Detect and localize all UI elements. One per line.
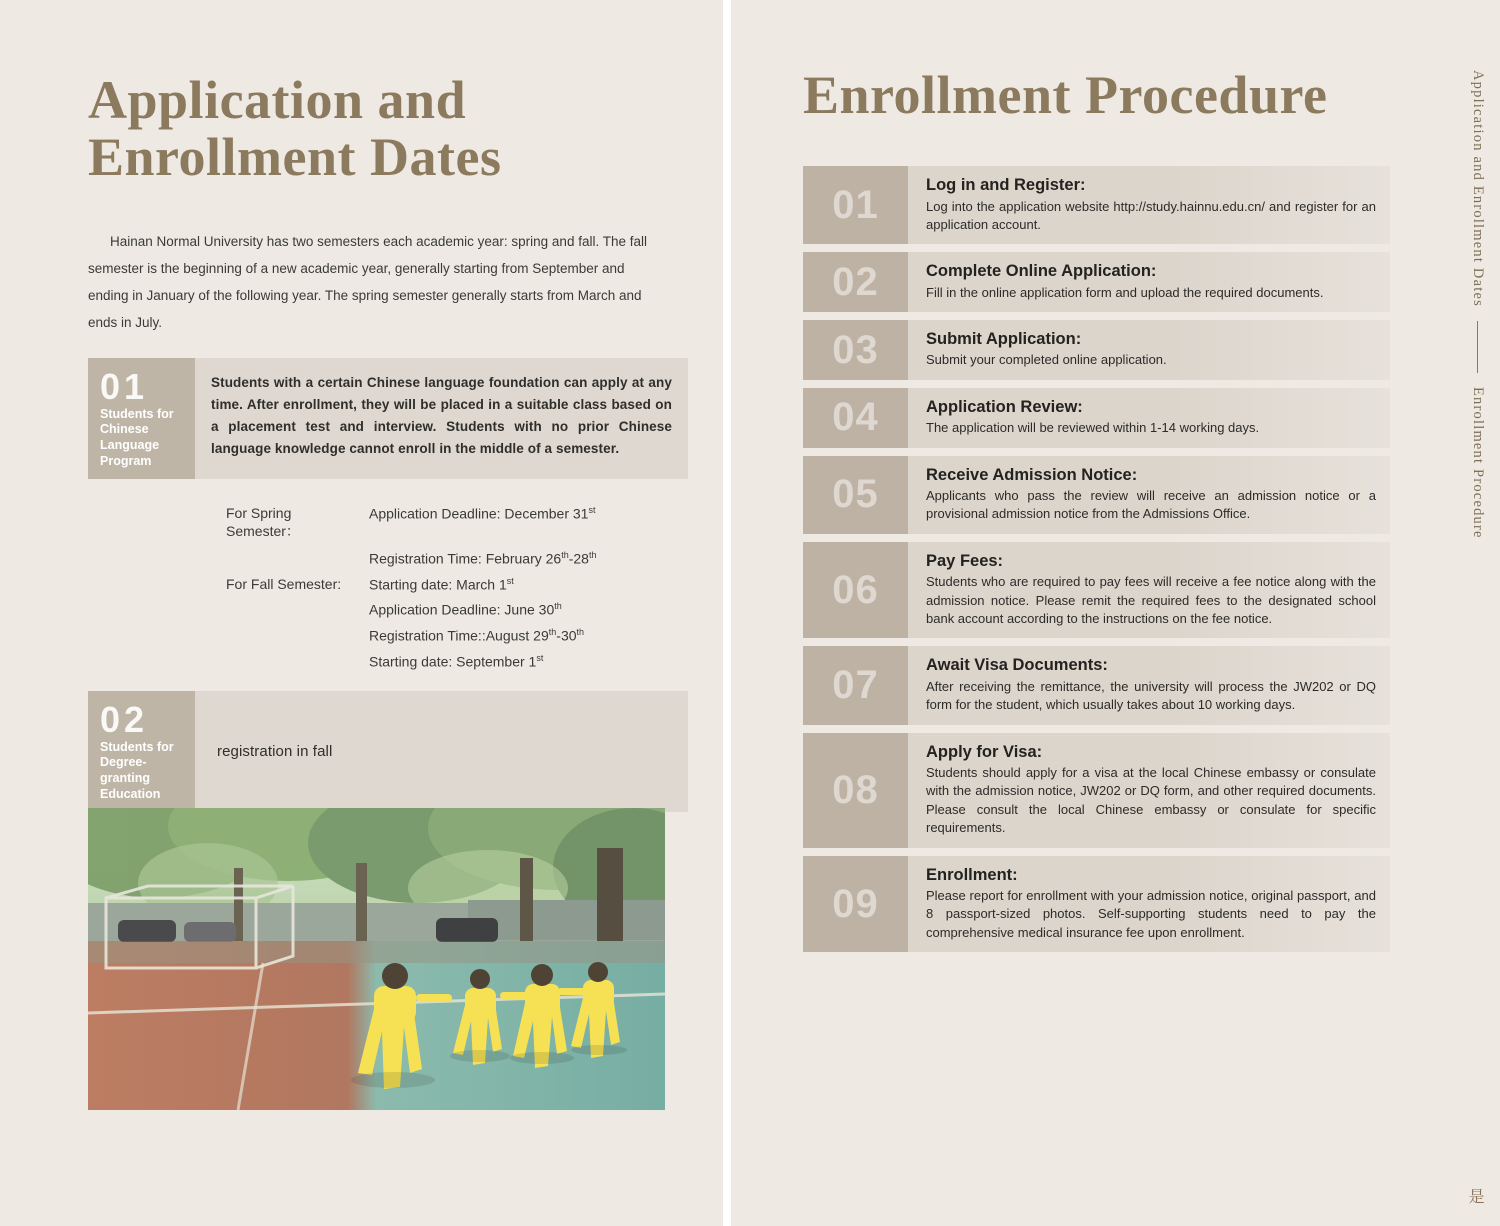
date-value: Registration Time: February 26th-28th bbox=[369, 550, 597, 567]
step-title: Submit Application: bbox=[926, 330, 1082, 349]
step-body bbox=[908, 252, 1390, 312]
step-title: Await Visa Documents: bbox=[926, 656, 1108, 675]
step-body bbox=[908, 646, 1390, 724]
step-body bbox=[908, 388, 1390, 448]
program-02-label: Students for Degree-granting Education bbox=[100, 739, 174, 801]
step-title: Application Review: bbox=[926, 397, 1083, 416]
date-label bbox=[226, 550, 369, 567]
date-line bbox=[226, 601, 688, 618]
date-value: Registration Time::August 29th-30th bbox=[369, 627, 585, 644]
date-line bbox=[226, 505, 688, 541]
seal-mark: 是 bbox=[1466, 1188, 1483, 1204]
date-line bbox=[226, 627, 688, 644]
program-02-number-box bbox=[88, 691, 195, 812]
date-label: For Fall Semester: bbox=[226, 575, 342, 592]
step-title: Pay Fees: bbox=[926, 551, 1004, 570]
ordinal-suffix: st bbox=[588, 505, 596, 516]
step-title: Receive Admission Notice: bbox=[926, 465, 1138, 484]
step-item bbox=[803, 388, 1390, 448]
step-description: Please report for enrollment with your admission notice, original passport, and 8 passport-sized photos. Self-supporting students need to pay the comprehensive medical insurance fee upon enrollment. bbox=[926, 887, 1376, 940]
right-page bbox=[731, 0, 1500, 1226]
step-description: Fill in the online application form and upload the required documents. bbox=[926, 284, 1324, 300]
step-description: Students should apply for a visa at the local Chinese embassy or consulate with the admission notice, JW202 or DQ form, and other required documents. Please consult the local Chinese embassy or consulate for specific requirements. bbox=[926, 764, 1376, 836]
running-head-top: Application and Enrollment Dates bbox=[1470, 70, 1486, 307]
enrollment-steps bbox=[803, 166, 1390, 952]
step-number: 05 bbox=[803, 456, 908, 534]
step-number: 03 bbox=[803, 320, 908, 380]
date-value: Starting date: March 1st bbox=[369, 575, 514, 593]
photo-illustration bbox=[88, 808, 665, 1110]
ordinal-suffix: th bbox=[561, 550, 569, 561]
step-number: 02 bbox=[803, 252, 908, 312]
program-block-01 bbox=[88, 358, 688, 479]
date-value: Starting date: September 1st bbox=[369, 652, 544, 670]
program-01-text: Students with a certain Chinese language foundation can apply at any time. After enrollment, they will be placed in a suitable class based on a placement test and interview. Students with no prior Chinese language knowledge cannot enroll in the middle of a semester. bbox=[195, 358, 688, 479]
step-body bbox=[908, 456, 1390, 534]
date-value: Application Deadline: June 30th bbox=[369, 601, 562, 619]
step-body bbox=[908, 166, 1390, 244]
step-description: Submit your completed online application. bbox=[926, 352, 1167, 368]
step-item bbox=[803, 166, 1390, 244]
campus-photo bbox=[88, 808, 665, 1110]
dates-list-1 bbox=[226, 505, 688, 669]
side-running-heads bbox=[1469, 70, 1486, 710]
step-item bbox=[803, 320, 1390, 380]
program-02-number: 02 bbox=[100, 699, 149, 741]
step-number: 01 bbox=[803, 166, 908, 244]
date-line bbox=[226, 653, 688, 670]
step-body bbox=[908, 856, 1390, 953]
program-01-number: 01 bbox=[100, 366, 149, 408]
ordinal-suffix: st bbox=[506, 575, 514, 586]
step-number: 06 bbox=[803, 542, 908, 639]
step-number: 09 bbox=[803, 856, 908, 953]
program-01-number-box bbox=[88, 358, 195, 479]
step-description: The application will be reviewed within 1-14 working days. bbox=[926, 420, 1260, 436]
step-item bbox=[803, 733, 1390, 848]
step-title: Apply for Visa: bbox=[926, 742, 1043, 761]
ordinal-suffix: st bbox=[536, 652, 544, 663]
ordinal-suffix: th bbox=[554, 601, 562, 612]
date-line bbox=[226, 550, 688, 567]
step-title: Log in and Register: bbox=[926, 176, 1086, 195]
page-title-right: Enrollment Procedure bbox=[803, 65, 1328, 125]
step-body bbox=[908, 733, 1390, 848]
step-body bbox=[908, 542, 1390, 639]
step-number: 07 bbox=[803, 646, 908, 724]
program-02-text: registration in fall bbox=[195, 691, 688, 812]
step-title: Enrollment: bbox=[926, 865, 1018, 884]
left-page bbox=[0, 0, 723, 1226]
step-item bbox=[803, 252, 1390, 312]
date-label bbox=[226, 601, 369, 618]
step-number: 04 bbox=[803, 388, 908, 448]
date-label: For Spring Semester： bbox=[226, 505, 300, 540]
intro-paragraph: Hainan Normal University has two semesters each academic year: spring and fall. The fall semester is the beginning of a new academic year, generally starting from September and ending in January of the following year. The spring semester generally starts from March and ends in July. bbox=[88, 234, 647, 331]
running-head-divider bbox=[1477, 321, 1478, 373]
step-item bbox=[803, 542, 1390, 639]
date-label bbox=[226, 653, 369, 670]
program-block-02 bbox=[88, 691, 688, 812]
step-title: Complete Online Application: bbox=[926, 262, 1157, 281]
step-number: 08 bbox=[803, 733, 908, 848]
step-item bbox=[803, 856, 1390, 953]
step-item bbox=[803, 646, 1390, 724]
step-description: After receiving the remittance, the university will process the JW202 or DQ form for the student, which usually takes about 10 working days. bbox=[926, 678, 1376, 713]
ordinal-suffix: th bbox=[588, 550, 597, 561]
page-gutter bbox=[723, 0, 731, 1226]
ordinal-suffix: th bbox=[548, 627, 557, 638]
step-description: Students who are required to pay fees will receive a fee notice along with the admission notice. Please remit the required fees to the designated school bank account according to the instructions on the fee notice. bbox=[926, 574, 1376, 626]
program-01-label: Students for Chinese Language Program bbox=[100, 406, 174, 468]
step-description: Log into the application website http://study.hainnu.edu.cn/ and register for an application account. bbox=[926, 198, 1376, 233]
page-title-left: Application and Enrollment Dates bbox=[88, 70, 502, 188]
step-item bbox=[803, 456, 1390, 534]
step-description: Applicants who pass the review will receive an admission notice or a provisional admission notice from the Admissions Office. bbox=[926, 487, 1376, 522]
date-label bbox=[226, 627, 369, 644]
ordinal-suffix: th bbox=[576, 627, 585, 638]
date-line bbox=[226, 576, 688, 593]
running-head-bottom: Enrollment Procedure bbox=[1470, 386, 1486, 539]
step-body bbox=[908, 320, 1390, 380]
date-value: Application Deadline: December 31st bbox=[369, 505, 596, 522]
